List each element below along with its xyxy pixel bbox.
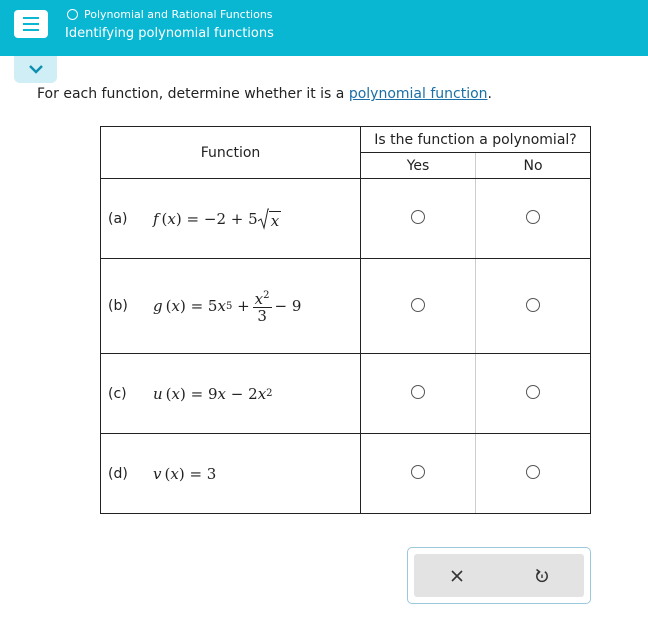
function-cell-a: [101, 179, 361, 259]
function-a: f ( x ) = − 2 + 5 x: [153, 209, 280, 230]
sqrt-symbol: x: [258, 208, 281, 230]
yes-cell-b: [361, 259, 476, 354]
chevron-down-icon: [29, 65, 43, 74]
undo-button[interactable]: [499, 554, 584, 597]
table-row: [101, 259, 591, 354]
clear-button[interactable]: [414, 554, 499, 597]
row-label-d: (d): [108, 465, 128, 482]
no-cell-a: [476, 179, 591, 259]
no-cell-c: [476, 354, 591, 434]
radio-no-a[interactable]: [526, 210, 540, 224]
answer-table: [100, 126, 591, 514]
yes-cell-d: [361, 434, 476, 514]
radio-yes-a[interactable]: [411, 210, 425, 224]
function-cell-d: [101, 434, 361, 514]
radio-no-c[interactable]: [526, 385, 540, 399]
yes-cell-c: [361, 354, 476, 434]
header-bar: [0, 0, 648, 56]
radio-yes-c[interactable]: [411, 385, 425, 399]
table-row: [101, 179, 591, 259]
polynomial-function-link[interactable]: polynomial function: [348, 86, 488, 102]
expand-button[interactable]: [14, 56, 57, 83]
topic-circle-icon: [67, 9, 78, 20]
question-header: Is the function a polynomial?: [361, 127, 591, 153]
no-header: No: [476, 153, 591, 179]
menu-button[interactable]: [14, 10, 48, 38]
yes-header: Yes: [361, 153, 476, 179]
hamburger-icon: [23, 17, 39, 31]
question-text: [37, 86, 492, 102]
table-row: [101, 354, 591, 434]
function-c: u ( x ) = 9 x − 2 x 2: [153, 384, 273, 403]
radio-yes-b[interactable]: [411, 298, 425, 312]
x-icon: [451, 570, 463, 582]
function-cell-b: [101, 259, 361, 354]
row-label-a: (a): [108, 210, 128, 227]
row-label-b: (b): [108, 298, 128, 314]
action-panel: [407, 547, 591, 604]
topic-line: [67, 8, 273, 21]
yes-cell-a: [361, 179, 476, 259]
action-buttons: [414, 554, 584, 597]
function-header: Function: [101, 127, 361, 179]
radio-no-b[interactable]: [526, 298, 540, 312]
table-row: [101, 434, 591, 514]
function-cell-c: [101, 354, 361, 434]
function-b: g ( x ) = 5 x 5 + $\frac{x^2}{3}$ − 9: [153, 290, 302, 325]
row-label-c: (c): [108, 385, 127, 402]
question-prefix: For each function, determine whether it is a: [37, 86, 349, 102]
radio-yes-d[interactable]: [411, 465, 425, 479]
fraction: $\frac{x^2}{3}$: [254, 290, 270, 325]
no-cell-b: [476, 259, 591, 354]
function-d: v ( x ) = 3: [153, 464, 217, 483]
undo-icon: [535, 568, 549, 583]
no-cell-d: [476, 434, 591, 514]
topic-name: Polynomial and Rational Functions: [84, 8, 273, 21]
question-suffix: .: [487, 86, 492, 102]
page-title: Identifying polynomial functions: [65, 26, 274, 41]
radio-no-d[interactable]: [526, 465, 540, 479]
